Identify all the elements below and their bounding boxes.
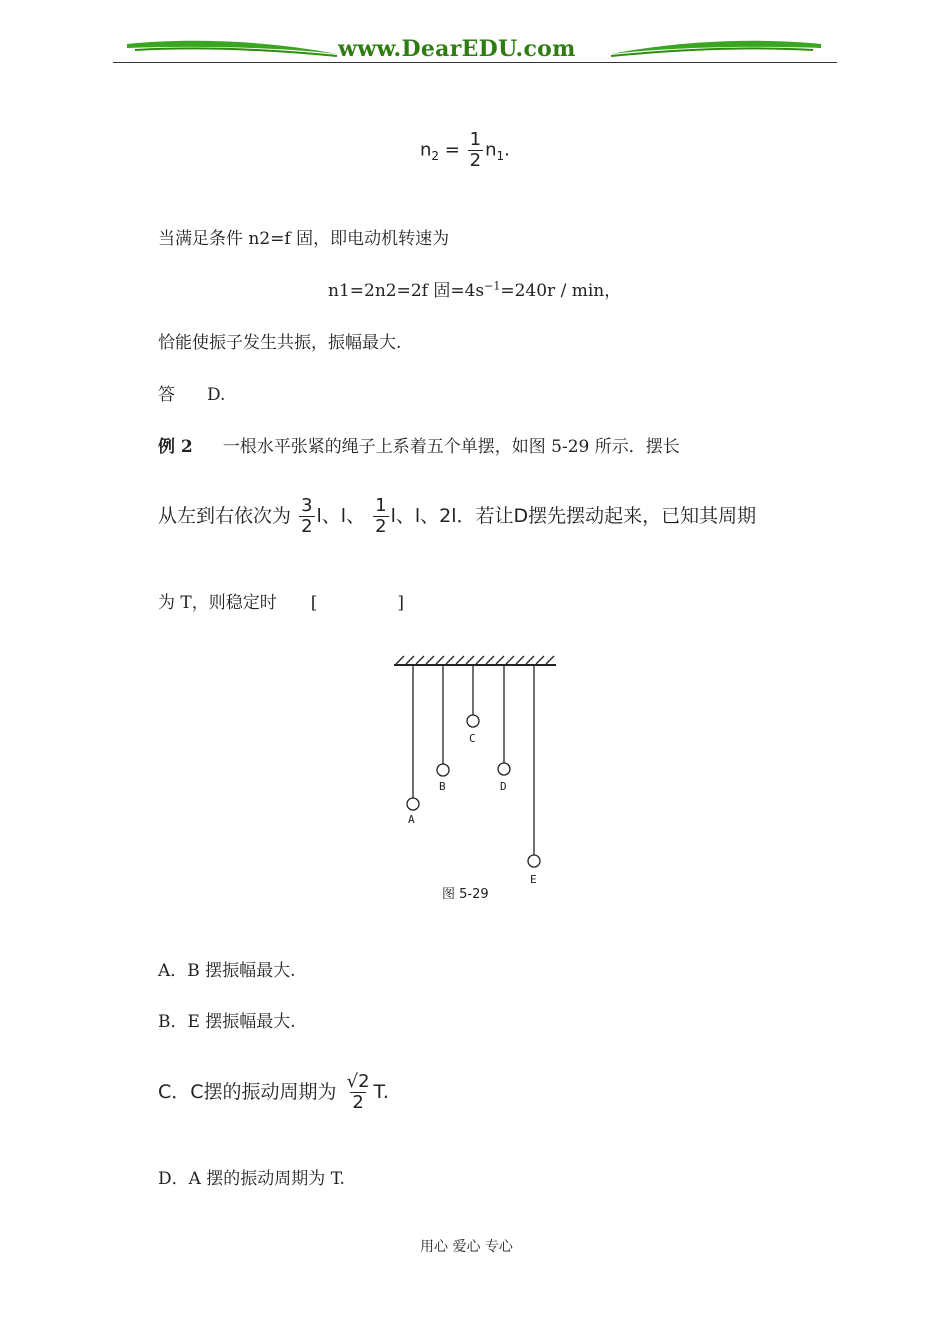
header-leaf-right: [608, 36, 823, 62]
header-leaf-left: [125, 36, 340, 62]
pendulum-a: [407, 665, 419, 810]
text-resonance: 恰能使振子发生共振，振幅最大.: [158, 333, 402, 353]
example-line-2: 从左到右依次为 $\frac{3}{2}$ l、l、 $\frac{1}{2}$ l、l、2l．若让D摆先摆动起来，已知其周期: [158, 495, 757, 537]
header-rule: [113, 62, 837, 63]
fraction-three-halves: $\frac{3}{2}$: [301, 495, 313, 537]
fraction-one-half: $\frac{1}{2}$: [375, 495, 387, 537]
equation-n1: n1=2n2=2f 固$=4s^{-1}=240r / \min$，: [328, 279, 622, 301]
label-c: C: [469, 732, 476, 745]
label-d: D: [500, 780, 507, 793]
pendulum-c: [467, 665, 479, 727]
option-d: D．A 摆的振动周期为 T.: [158, 1169, 345, 1189]
answer-bracket-close: ]: [397, 593, 405, 613]
label-b: B: [439, 780, 446, 793]
text-condition: 当满足条件 n2=f 固，即电动机转速为: [158, 229, 450, 249]
ceiling: [394, 656, 556, 665]
pendulum-b: [437, 665, 449, 776]
example-line-1: 例 2 一根水平张紧的绳子上系着五个单摆，如图 5-29 所示．摆长: [158, 437, 680, 457]
pendulum-d: [498, 665, 510, 775]
site-logo: www.DearEDU.com: [338, 36, 576, 62]
label-e: E: [530, 873, 537, 886]
example-line-3: 为 T，则稳定时 [ ]: [158, 593, 405, 613]
answer-line: 答 D.: [158, 385, 226, 405]
option-b: B．E 摆振幅最大.: [158, 1012, 296, 1032]
fraction-root2-over-2: $\frac{√2}{2}$: [346, 1071, 370, 1113]
label-a: A: [408, 813, 415, 826]
figure-caption: 图 5-29: [442, 887, 489, 902]
equation-n2: $n_2$ = $\frac{1}{2}$ $n_1$.: [420, 129, 510, 171]
example-label: 例 2: [158, 437, 193, 457]
footer-text: 用心 爱心 专心: [420, 1239, 513, 1255]
option-a: A．B 摆振幅最大.: [158, 961, 296, 981]
answer-bracket-open: [: [310, 593, 318, 613]
figure-pendulums: [390, 652, 565, 912]
pendulum-e: [528, 665, 540, 867]
option-c: C．C摆的振动周期为 $\frac{√2}{2}$ T.: [158, 1071, 389, 1113]
fraction-half: $\frac{1}{2}$: [469, 129, 482, 171]
